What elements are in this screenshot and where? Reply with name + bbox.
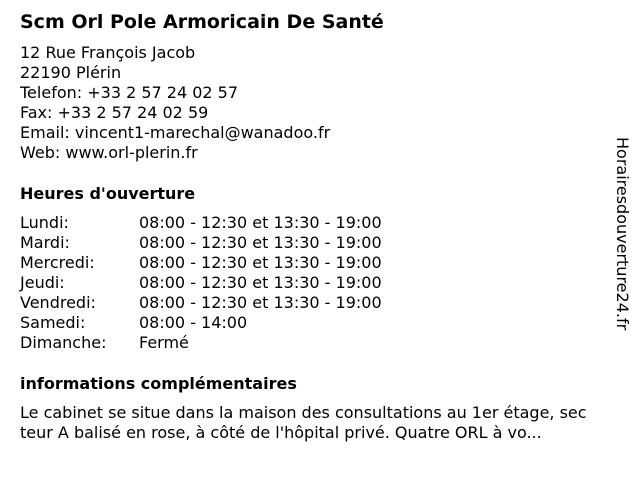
hours-time: 08:00 - 12:30 et 13:30 - 19:00	[139, 213, 382, 232]
description-line: teur A balisé en rose, à côté de l'hôpital privé. Quatre ORL à vo...	[20, 423, 542, 442]
email-address: Email: vincent1-marechal@wanadoo.fr	[20, 123, 331, 142]
hours-time: 08:00 - 14:00	[139, 313, 248, 332]
hours-time: 08:00 - 12:30 et 13:30 - 19:00	[139, 293, 382, 312]
site-watermark: Horairesdouverture24.fr	[613, 137, 632, 331]
contact-block	[20, 43, 330, 163]
description-line: Le cabinet se situe dans la maison des consultations au 1er étage, sec	[20, 403, 587, 422]
hours-day: Jeudi:	[20, 273, 65, 292]
hours-time: 08:00 - 12:30 et 13:30 - 19:00	[139, 233, 382, 252]
info-description	[20, 403, 640, 443]
hours-day: Vendredi:	[20, 293, 96, 312]
business-name: Scm Orl Pole Armoricain De Santé	[20, 11, 384, 33]
hours-day: Dimanche:	[20, 333, 107, 352]
hours-day: Samedi:	[20, 313, 86, 332]
address-street: 12 Rue François Jacob	[20, 43, 196, 62]
hours-time: 08:00 - 12:30 et 13:30 - 19:00	[139, 253, 382, 272]
hours-day: Mercredi:	[20, 253, 95, 272]
hours-day: Mardi:	[20, 233, 70, 252]
website: Web: www.orl-plerin.fr	[20, 143, 198, 162]
info-heading: informations complémentaires	[20, 374, 297, 393]
hours-time: 08:00 - 12:30 et 13:30 - 19:00	[139, 273, 382, 292]
phone-number: Telefon: +33 2 57 24 02 57	[20, 83, 239, 102]
hours-heading: Heures d'ouverture	[20, 184, 196, 203]
fax-number: Fax: +33 2 57 24 02 59	[20, 103, 209, 122]
hours-time: Fermé	[139, 333, 189, 352]
hours-day: Lundi:	[20, 213, 69, 232]
address-city: 22190 Plérin	[20, 63, 122, 82]
